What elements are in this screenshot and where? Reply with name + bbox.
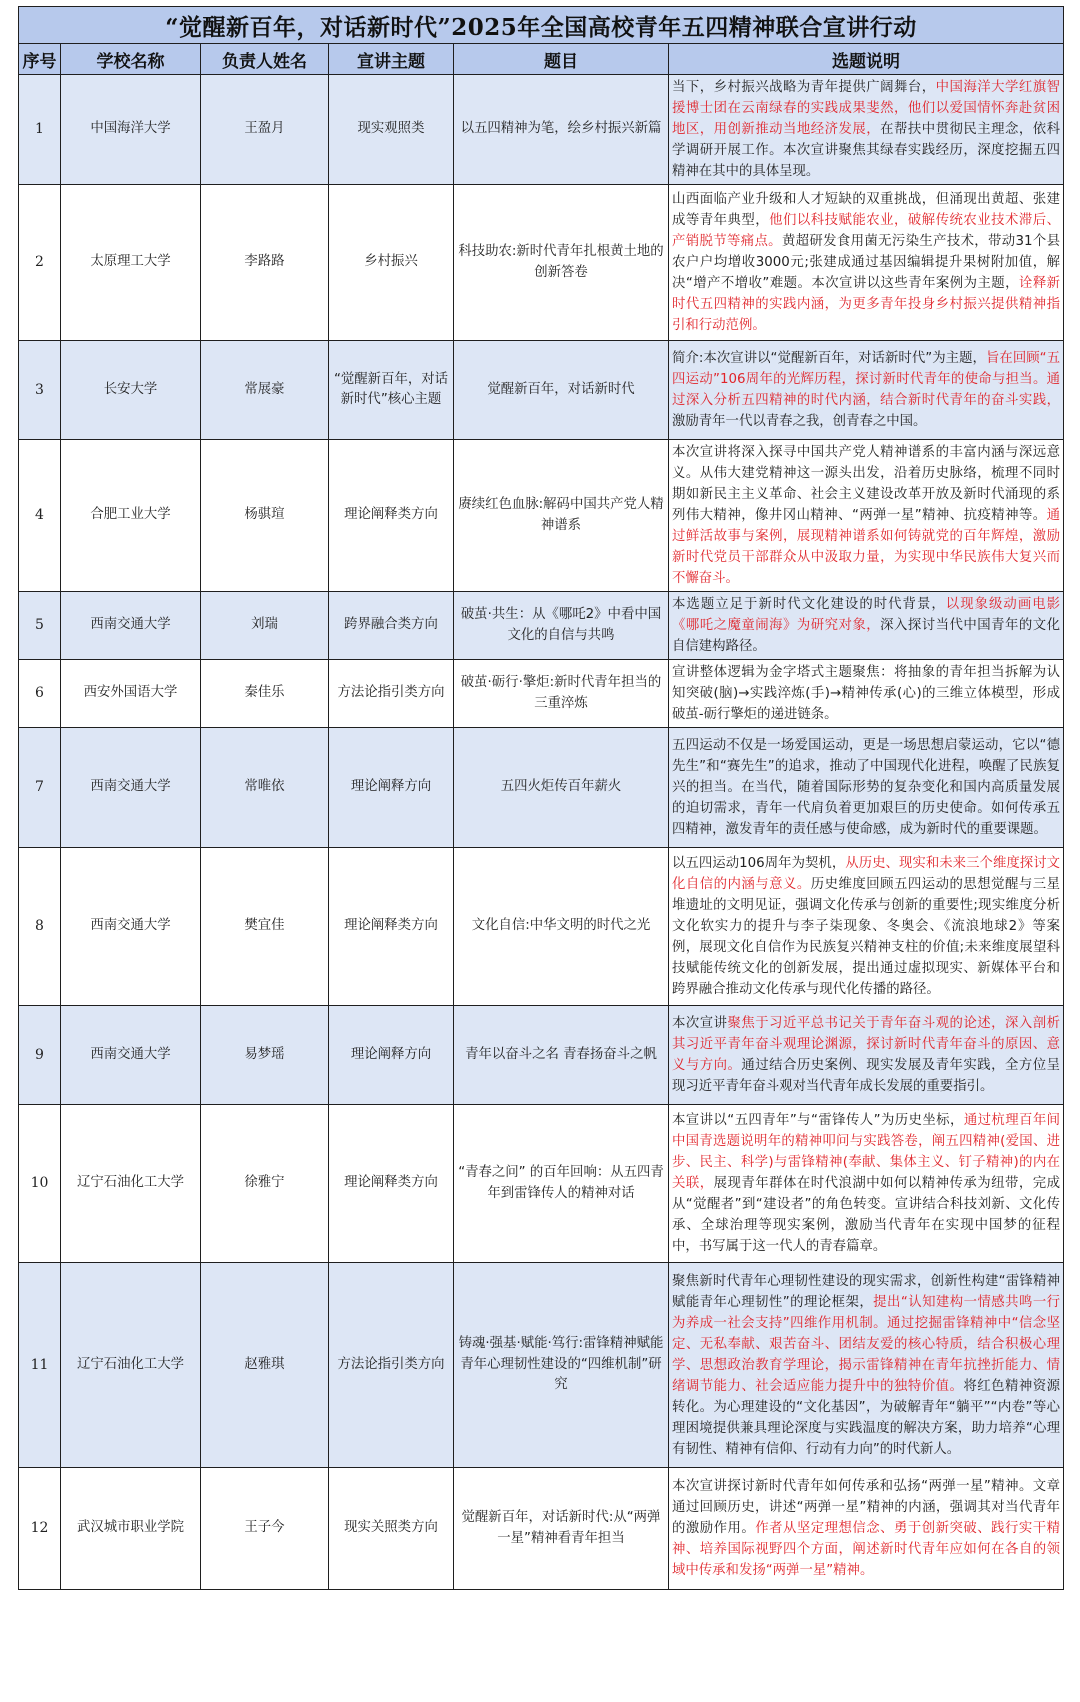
description-highlight: 聚焦于习近平总书记关于青年奋斗观的论述，深入剖析其习近平青年奋斗观理论渊源，探讨新时代青年奋斗的原因、意义与方向。	[672, 1016, 1061, 1073]
description-text: 当下，乡村振兴战略为青年提供广阔舞台，	[672, 80, 936, 95]
description-text: 本次宣讲	[672, 1016, 728, 1031]
table-row	[19, 1105, 1064, 1263]
topic-description	[669, 728, 1064, 848]
event-table	[18, 6, 1064, 1590]
description-text: 山西面临产业升级和人才短缺的双重挑战，但涌现出黄超、张建成等青年典型，	[672, 192, 1061, 228]
description-text: 在帮扶中贯彻民主理念，依科学调研开展工作。本次宣讲聚焦其绿春实践经历，深度挖掘五四精神在其中的具体呈现。	[672, 122, 1061, 179]
topic-description	[669, 848, 1064, 1006]
table-row	[19, 1263, 1064, 1468]
row-index: 10	[19, 1105, 61, 1263]
school-name: 长安大学	[61, 341, 201, 440]
row-index: 8	[19, 848, 61, 1006]
topic-description	[669, 75, 1064, 185]
description-highlight: 通过鲜活故事与案例，展现精神谱系如何铸就党的百年辉煌，激励新时代党员干部群众从中汲取力量，为实现中华民族伟大复兴而不懈奋斗。	[672, 508, 1061, 586]
description-text: 展现青年群体在时代浪湖中如何以精神传承为纽带，完成从“觉醒者”到“建设者”的角色转变。宣讲结合科技刘新、文化传承、全球治理等现实案例，激励当代青年在实现中国梦的征程中，书写属于这一代人的青春篇章。	[672, 1176, 1061, 1254]
table-row	[19, 660, 1064, 728]
presentation-topic: 破茧·砺行·擎炬:新时代青年担当的三重淬炼	[454, 660, 669, 728]
presentation-theme: “觉醒新百年，对话新时代”核心主题	[329, 341, 454, 440]
table-row	[19, 75, 1064, 185]
leader-name: 王盈月	[201, 75, 329, 185]
school-name: 武汉城市职业学院	[61, 1468, 201, 1590]
presentation-topic: 科技助农:新时代青年扎根黄土地的创新答卷	[454, 185, 669, 341]
description-highlight: 旨在回顾“五四运动”106周年的光辉历程，探讨新时代青年的使命与担当。通过深入分析五四精神的时代内涵，结合新时代青年的奋斗实践，	[672, 351, 1061, 408]
description-text: 本选题立足于新时代文化建设的时代背景，	[672, 597, 946, 612]
row-index: 2	[19, 185, 61, 341]
table-row	[19, 592, 1064, 660]
description-text: 聚焦新时代青年心理韧性建设的现实需求，创新性构建“雷锋精神赋能青年心理韧性”的理论框架，	[672, 1273, 1061, 1310]
topic-description	[669, 440, 1064, 592]
school-name: 辽宁石油化工大学	[61, 1263, 201, 1468]
header-leader: 负责人姓名	[201, 44, 329, 75]
presentation-topic: 觉醒新百年，对话新时代:从“两弹一星”精神看青年担当	[454, 1468, 669, 1590]
school-name: 合肥工业大学	[61, 440, 201, 592]
description-highlight: 他们以科技赋能农业，破解传统农业技术滞后、产销脱节等痛点。	[672, 213, 1061, 249]
presentation-theme: 理论阐释类方向	[329, 440, 454, 592]
header-description: 选题说明	[669, 44, 1064, 75]
row-index: 7	[19, 728, 61, 848]
row-index: 5	[19, 592, 61, 660]
presentation-topic: 五四火炬传百年薪火	[454, 728, 669, 848]
presentation-topic: 觉醒新百年，对话新时代	[454, 341, 669, 440]
description-text: 五四运动不仅是一场爱国运动，更是一场思想启蒙运动，它以“德先生”和“赛先生”的追求，推动了中国现代化进程，唤醒了民族复兴的担当。在当代，随着国际形势的复杂变化和国内高质量发展的迫切需求，青年一代肩负着更加艰巨的历史使命。如何传承五四精神，激发青年的责任感与使命感，成为新时代的重要课题。	[672, 738, 1061, 837]
description-text: 激励青年一代以青春之我，创青春之中国。	[672, 414, 927, 429]
description-text: 本次宣讲将深入探寻中国共产党人精神谱系的丰富内涵与深远意义。从伟大建党精神这一源头出发，沿着历史脉络，梳理不同时期如新民主主义革命、社会主义建设改革开放及新时代涌现的系列伟大精神，像井冈山精神、“两弹一星”精神、抗疫精神等。	[672, 445, 1061, 523]
description-highlight: 诠释新时代五四精神的实践内涵，为更多青年投身乡村振兴提供精神指引和行动范例。	[672, 276, 1061, 333]
presentation-theme: 理论阐释类方向	[329, 848, 454, 1006]
school-name: 西南交通大学	[61, 728, 201, 848]
school-name: 太原理工大学	[61, 185, 201, 341]
presentation-theme: 现实观照类	[329, 75, 454, 185]
leader-name: 杨骐瑄	[201, 440, 329, 592]
row-index: 3	[19, 341, 61, 440]
presentation-theme: 理论阐释方向	[329, 1006, 454, 1105]
topic-description	[669, 1006, 1064, 1105]
description-highlight: 通过杭理百年间中国青选题说明年的精神叩问与实践答卷，阐五四精神(爱国、进步、民主、科学)与雷锋精神(奉献、集体主义、钉子精神)的内在关联，	[672, 1113, 1061, 1191]
table-title: “觉醒新百年，对话新时代”2025年全国高校青年五四精神联合宣讲行动	[19, 7, 1064, 44]
description-highlight: 以现象级动画电影《哪吒之魔童闹海》为研究对象，	[672, 597, 1061, 633]
description-highlight: 从历史、现实和未来三个维度探讨文化自信的内涵与意义。	[672, 856, 1061, 892]
header-index: 序号	[19, 44, 61, 75]
topic-description	[669, 592, 1064, 660]
row-index: 6	[19, 660, 61, 728]
header-theme: 宣讲主题	[329, 44, 454, 75]
description-highlight: 中国海洋大学红旗智援博士团在云南绿春的实践成果斐然，他们以爱国情怀奔赴贫困地区，用创新推动当地经济发展，	[672, 80, 1061, 137]
table-row	[19, 1006, 1064, 1105]
leader-name: 赵雅琪	[201, 1263, 329, 1468]
description-text: 黄超研发食用菌无污染生产技术，带动31个县农户户均增收3000元;张建成通过基因编辑提升果树附加值，解决“增产不增收”难题。本次宣讲以这些青年案例为主题，	[672, 234, 1061, 291]
leader-name: 刘瑞	[201, 592, 329, 660]
school-name: 西南交通大学	[61, 1006, 201, 1105]
leader-name: 李路路	[201, 185, 329, 341]
description-text: 宣讲整体逻辑为金字塔式主题聚焦：将抽象的青年担当拆解为认知突破(脑)→实践淬炼(手)→精神传承(心)的三维立体模型，形成破茧-砺行擎炬的递进链条。	[672, 665, 1061, 722]
leader-name: 秦佳乐	[201, 660, 329, 728]
description-text: 以五四运动106周年为契机，	[672, 856, 846, 871]
description-text: 历史维度回顾五四运动的思想觉醒与三星堆遗址的文明见证，强调文化传承与创新的重要性;现实维度分析文化软实力的提升与李子柒现象、冬奥会、《流浪地球2》等案例，展现文化自信作为民族复兴精神支柱的价值;未来维度展望科技赋能传统文化的创新发展，提出通过虚拟现实、新媒体平台和跨界融合推动文化传承与现代化传播的路径。	[672, 877, 1061, 997]
school-name: 西南交通大学	[61, 848, 201, 1006]
table-row	[19, 185, 1064, 341]
topic-description	[669, 1105, 1064, 1263]
presentation-topic: 文化自信:中华文明的时代之光	[454, 848, 669, 1006]
description-text: 将红色精神资源转化。为心理建设的“文化基因”，为破解青年“躺平”“内卷”等心理困境提供兼具理论深度与实践温度的解决方案，助力培养“心理有韧性、精神有信仰、行动有力向”的时代新人。	[672, 1378, 1061, 1457]
presentation-topic: 铸魂·强基·赋能·笃行:雷锋精神赋能青年心理韧性建设的“四维机制”研究	[454, 1263, 669, 1468]
table-row	[19, 1468, 1064, 1590]
presentation-theme: 现实关照类方向	[329, 1468, 454, 1590]
presentation-theme: 跨界融合类方向	[329, 592, 454, 660]
table-row	[19, 341, 1064, 440]
presentation-topic: 赓续红色血脉:解码中国共产党人精神谱系	[454, 440, 669, 592]
leader-name: 樊宜佳	[201, 848, 329, 1006]
table-body	[19, 75, 1064, 1590]
presentation-topic: 破茧·共生：从《哪吒2》中看中国文化的自信与共鸣	[454, 592, 669, 660]
row-index: 11	[19, 1263, 61, 1468]
presentation-theme: 方法论指引类方向	[329, 1263, 454, 1468]
description-text: 本次宣讲探讨新时代青年如何传承和弘扬“两弹一星”精神。文章通过回顾历史，讲述“两弹一星”精神的内涵，强调其对当代青年的激励作用。	[672, 1479, 1061, 1536]
leader-name: 易梦瑶	[201, 1006, 329, 1105]
description-text: 通过结合历史案例、现实发展及青年实践，全方位呈现习近平青年奋斗观对当代青年成长发展的重要指引。	[672, 1058, 1061, 1094]
presentation-topic: 青年以奋斗之名 青春扬奋斗之帆	[454, 1006, 669, 1105]
header-school: 学校名称	[61, 44, 201, 75]
leader-name: 常展豪	[201, 341, 329, 440]
table-row	[19, 440, 1064, 592]
school-name: 西安外国语大学	[61, 660, 201, 728]
leader-name: 徐雅宁	[201, 1105, 329, 1263]
leader-name: 常唯依	[201, 728, 329, 848]
event-table-sheet	[18, 6, 1063, 1590]
topic-description	[669, 1263, 1064, 1468]
topic-description	[669, 185, 1064, 341]
presentation-theme: 乡村振兴	[329, 185, 454, 341]
header-topic: 题目	[454, 44, 669, 75]
presentation-theme: 理论阐释方向	[329, 728, 454, 848]
presentation-theme: 理论阐释类方向	[329, 1105, 454, 1263]
school-name: 中国海洋大学	[61, 75, 201, 185]
school-name: 辽宁石油化工大学	[61, 1105, 201, 1263]
table-row	[19, 848, 1064, 1006]
leader-name: 王子今	[201, 1468, 329, 1590]
topic-description	[669, 341, 1064, 440]
row-index: 12	[19, 1468, 61, 1590]
school-name: 西南交通大学	[61, 592, 201, 660]
description-text: 简介:本次宣讲以“觉醒新百年，对话新时代”为主题，	[672, 351, 986, 366]
presentation-theme: 方法论指引类方向	[329, 660, 454, 728]
presentation-topic: 以五四精神为笔，绘乡村振兴新篇	[454, 75, 669, 185]
topic-description	[669, 660, 1064, 728]
topic-description	[669, 1468, 1064, 1590]
description-highlight: 作者从坚定理想信念、勇于创新突破、践行实干精神、培养国际视野四个方面，阐述新时代青年应如何在各自的领域中传承和发扬“两弹一星”精神。	[672, 1521, 1061, 1578]
description-highlight: 提出“认知建构一情感共鸣一行为养成一社会支持”四维作用机制。通过挖掘雷锋精神中“信念坚定、无私奉献、艰苦奋斗、团结友爱的核心特质，结合积极心理学、思想政治教育学理论，揭示雷锋精神在青年抗挫折能力、情绪调节能力、社会适应能力提升中的独特价值。	[672, 1294, 1061, 1394]
row-index: 9	[19, 1006, 61, 1105]
presentation-topic: “青春之问” 的百年回响：从五四青年到雷锋传人的精神对话	[454, 1105, 669, 1263]
table-row	[19, 728, 1064, 848]
row-index: 4	[19, 440, 61, 592]
description-text: 深入探讨当代中国青年的文化自信建构路径。	[672, 618, 1061, 654]
description-text: 本宣讲以“五四青年”与“雷锋传人”为历史坐标，	[672, 1113, 964, 1128]
row-index: 1	[19, 75, 61, 185]
